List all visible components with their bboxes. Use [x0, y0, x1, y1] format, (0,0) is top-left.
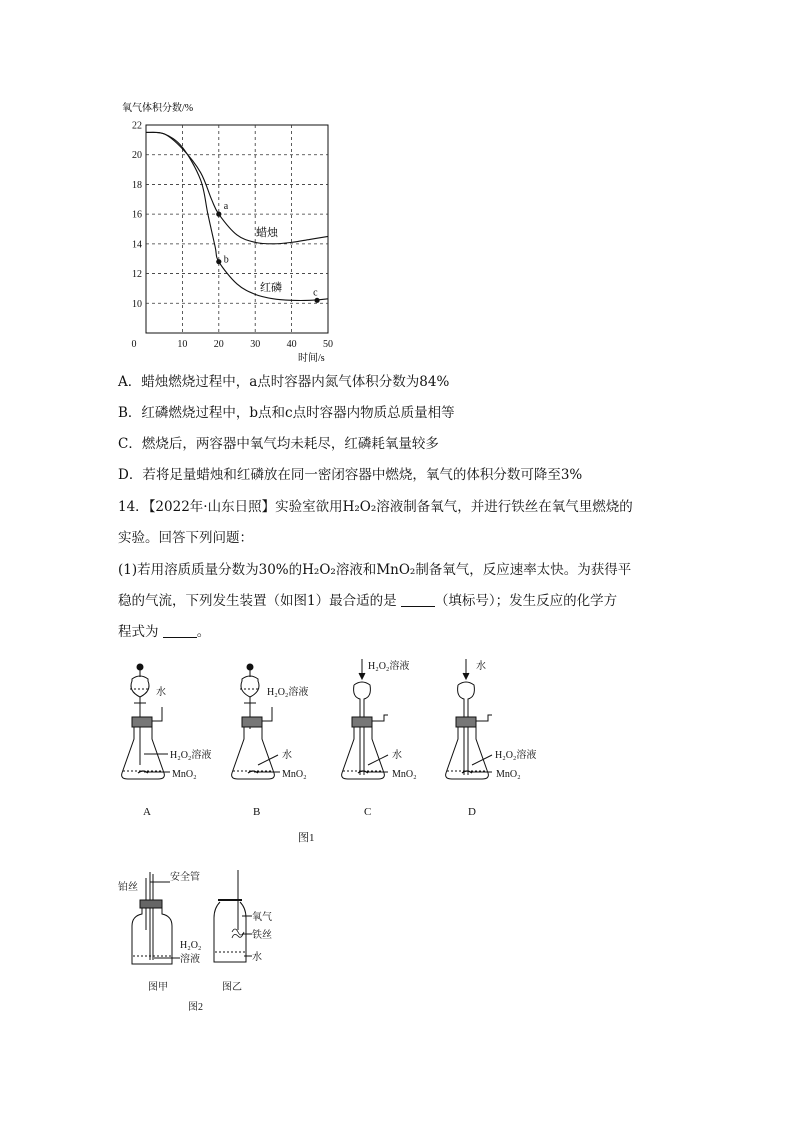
question-14-line-1: 14．【2022年·山东日照】实验室欲用H₂O₂溶液制备氧气，并进行铁丝在氧气里燃烧的 — [118, 499, 633, 515]
question-14-part1-line-3: 程式为 。 — [118, 624, 211, 640]
label-d-mno2: MnO₂ — [496, 769, 521, 780]
y-tick-label: 10 — [132, 298, 142, 310]
series-line-candle — [146, 132, 328, 244]
label-a-h2o2: H₂O₂溶液 — [170, 750, 212, 761]
label-a-water: 水 — [156, 687, 166, 698]
series-label-candle: 蜡烛 — [256, 227, 278, 239]
x-tick-label: 10 — [177, 339, 188, 350]
apparatus-label-d: D — [468, 806, 476, 818]
data-point-label-a: a — [223, 201, 229, 213]
label-b-mno2: MnO₂ — [282, 769, 307, 780]
data-point-label-b: b — [223, 254, 229, 266]
figure-2-left-caption: 图甲 — [148, 982, 168, 993]
label-d-water: 水 — [476, 661, 486, 672]
data-point-c — [314, 298, 319, 303]
option-d: D．若将足量蜡烛和红磷放在同一密闭容器中燃烧，氧气的体积分数可降至3% — [118, 467, 583, 483]
label-c-water: 水 — [392, 750, 402, 761]
bottle-yi — [214, 870, 252, 962]
x-tick-label: 30 — [250, 339, 261, 350]
question-14-part1-line-1: (1)若用溶质质量分数为30%的H₂O₂溶液和MnO₂制备氧气，反应速率太快。为获得平 — [118, 562, 632, 578]
apparatus-c — [342, 659, 388, 779]
plot-frame — [146, 125, 328, 333]
label-platinum-wire: 铂丝 — [118, 882, 138, 893]
chart-lines — [146, 132, 328, 300]
apparatus-b — [232, 664, 280, 779]
y-tick-label: 20 — [132, 150, 142, 162]
x-tick-label: 20 — [213, 339, 224, 350]
answer-blank-apparatus[interactable] — [401, 592, 435, 607]
x-tick-label: 0 — [131, 339, 137, 350]
y-tick-label: 16 — [132, 209, 142, 221]
bottle-jia — [132, 872, 180, 964]
data-point-label-c: c — [313, 287, 318, 299]
series-line-red-phosphorus — [146, 132, 328, 300]
label-h2o2: H₂O₂ — [180, 940, 202, 951]
apparatus-d — [446, 659, 492, 779]
apparatus-label-a: A — [143, 806, 151, 818]
apparatus-a — [122, 664, 170, 779]
data-point-b — [216, 259, 221, 264]
option-a: A．蜡烛燃烧过程中，a点时容器内氮气体积分数为84% — [118, 374, 450, 390]
y-tick-label: 22 — [132, 120, 142, 132]
label-c-h2o2: H₂O₂溶液 — [368, 661, 410, 672]
figure-1-caption: 图1 — [298, 832, 315, 844]
answer-blank-equation[interactable] — [163, 623, 197, 638]
label-safety-tube: 安全管 — [170, 872, 200, 883]
option-c: C．燃烧后，两容器中氧气均未耗尽，红磷耗氧量较多 — [118, 436, 439, 452]
label-c-mno2: MnO₂ — [392, 769, 417, 780]
label-b-h2o2: H₂O₂溶液 — [267, 687, 309, 698]
label-d-h2o2: H₂O₂溶液 — [495, 750, 537, 761]
y-tick-label: 14 — [132, 239, 142, 251]
label-a-mno2: MnO₂ — [172, 769, 197, 780]
question-source: 【2022年·山东日照】 — [148, 499, 276, 515]
y-tick-label: 18 — [132, 179, 142, 191]
apparatus-label-c: C — [364, 806, 372, 818]
chart-grid — [146, 125, 328, 333]
x-tick-label: 40 — [286, 339, 297, 350]
chart-ylabel: 氧气体积分数/% — [122, 103, 194, 114]
data-point-a — [216, 212, 221, 217]
series-label-red-phosphorus: 红磷 — [260, 282, 282, 294]
figure-1-apparatus — [110, 655, 570, 850]
h2o2-formula: H₂O₂ — [342, 499, 377, 515]
figure-2-caption: 图2 — [188, 1002, 203, 1013]
chart-xlabel: 时间/s — [298, 353, 325, 364]
label-iron-wire: 铁丝 — [252, 930, 272, 941]
apparatus-label-b: B — [253, 806, 261, 818]
y-tick-label: 12 — [132, 269, 142, 281]
label-oxygen: 氧气 — [252, 912, 272, 923]
x-tick-label: 50 — [323, 339, 333, 350]
label-b-water: 水 — [282, 750, 292, 761]
label-water: 水 — [252, 952, 262, 963]
question-14-line-2: 实验。回答下列问题： — [118, 530, 253, 546]
option-b: B．红磷燃烧过程中，b点和c点时容器内物质总质量相等 — [118, 405, 455, 421]
figure-2-apparatus — [118, 870, 298, 1015]
label-solution: 溶液 — [180, 954, 200, 965]
figure-2-right-caption: 图乙 — [222, 982, 242, 993]
question-number: 14． — [118, 499, 149, 515]
question-14-part1-line-2: 稳的气流，下列发生装置（如图1）最合适的是 （填标号）；发生反应的化学方 — [118, 593, 618, 609]
oxygen-fraction-chart — [110, 95, 350, 367]
